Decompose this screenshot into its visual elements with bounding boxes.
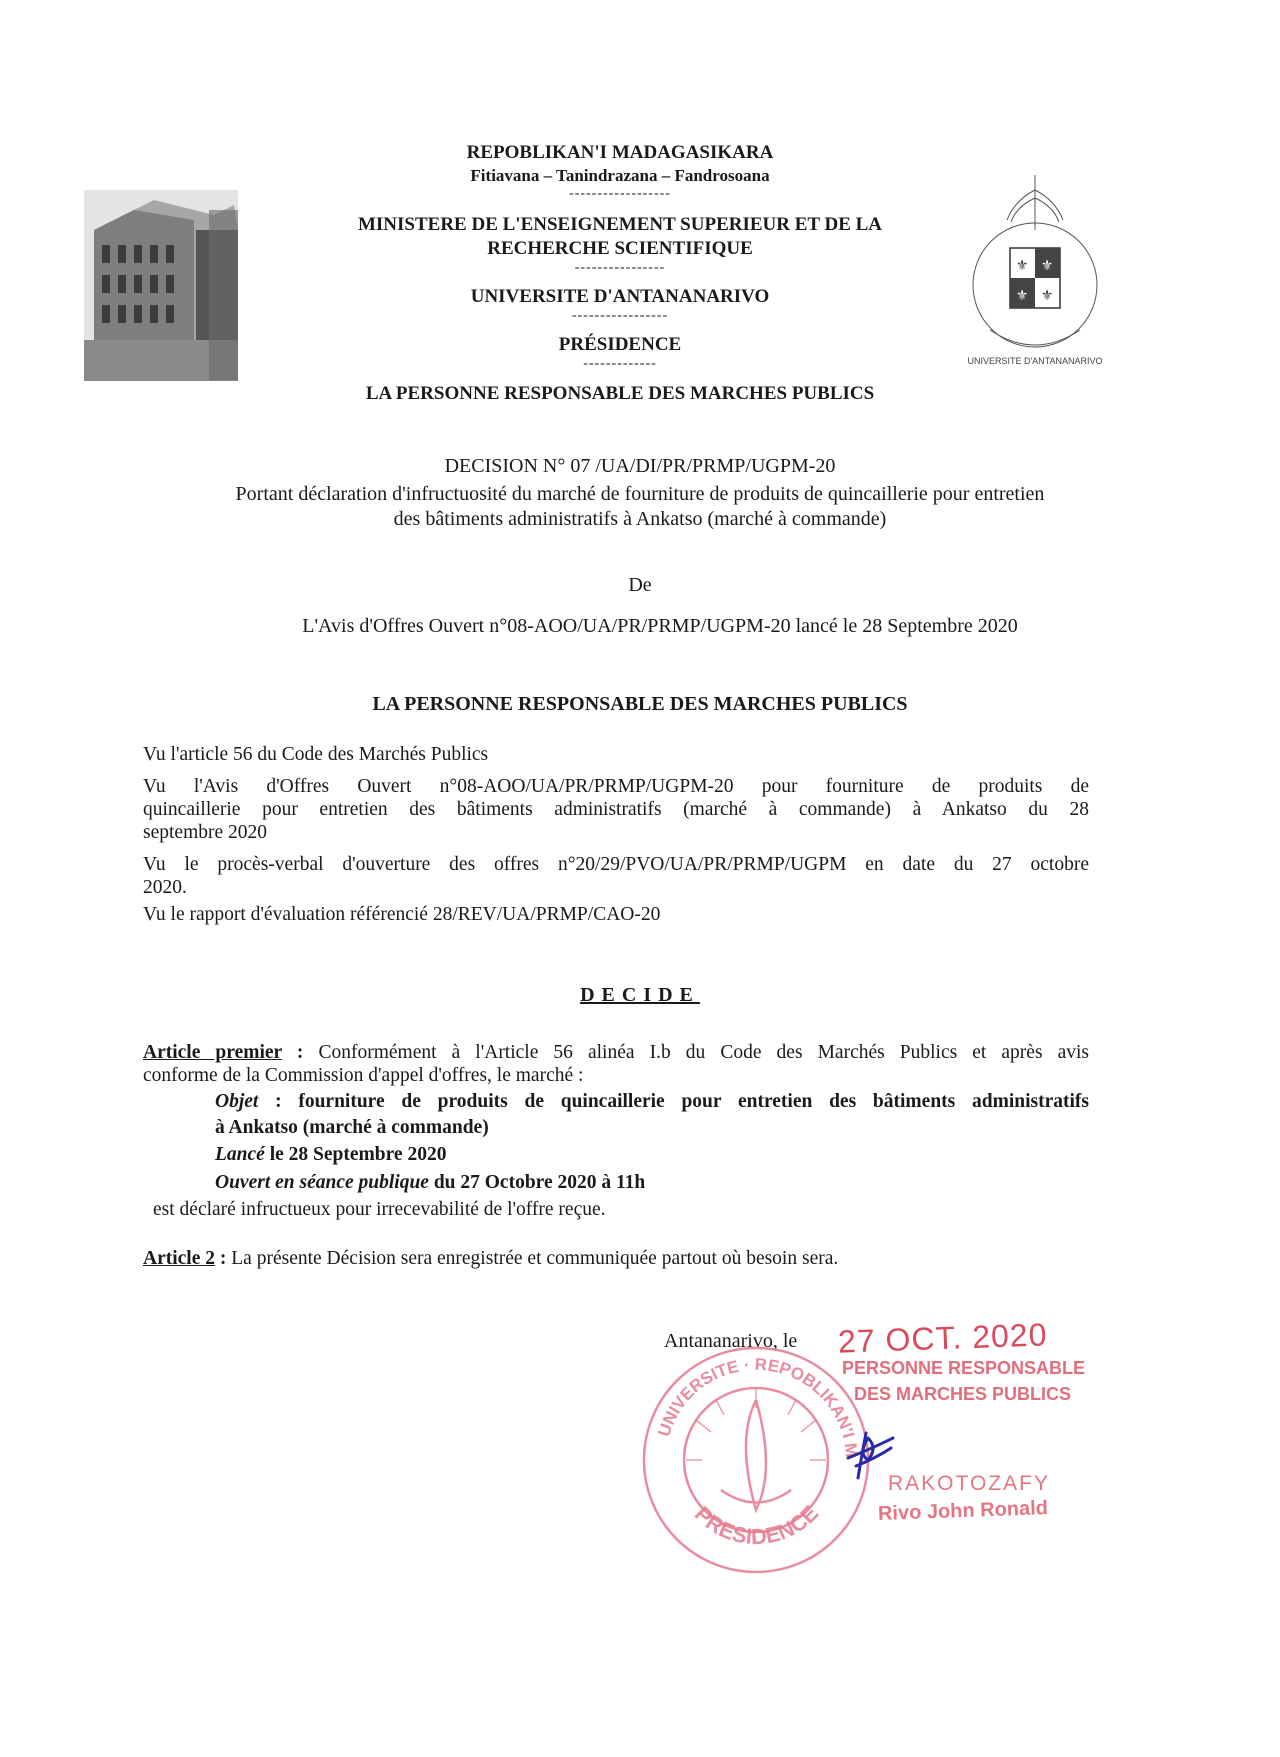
- section-title: LA PERSONNE RESPONSABLE DES MARCHES PUBLICS: [372, 693, 908, 715]
- article-1-line-2: conforme de la Commission d'appel d'offres, le marché :: [143, 1065, 584, 1086]
- signature-place: Antananarivo, le: [664, 1330, 798, 1352]
- country-name: REPOBLIKAN'I MADAGASIKARA: [466, 142, 774, 163]
- prmp-heading: LA PERSONNE RESPONSABLE DES MARCHES PUBLICS: [365, 383, 875, 404]
- decision-subject-line-1: Portant déclaration d'infructuosité du marché de fourniture de produits de quincaillerie pour entretien: [235, 483, 1045, 505]
- article-2-label: Article 2: [143, 1248, 216, 1269]
- decision-avis: L'Avis d'Offres Ouvert n°08-AOO/UA/PR/PRMP/UGPM-20 lancé le 28 Septembre 2020: [302, 615, 1018, 637]
- vu-line-3: quincaillerie pour entretien des bâtiments administratifs (marché à commande) à Ankatso du 28: [143, 799, 1089, 820]
- article-2-colon: :: [215, 1248, 227, 1269]
- building-photo: [84, 190, 238, 381]
- lance-label: Lancé: [215, 1144, 265, 1165]
- signatory-name-line-2: Rivo John Ronald: [877, 1497, 1049, 1525]
- ouvert-text: du 27 Octobre 2020 à 11h: [428, 1172, 646, 1193]
- article-1-line-1: [143, 1041, 1089, 1064]
- lance-text: le 28 Septembre 2020: [264, 1144, 447, 1165]
- article-2-text: La présente Décision sera enregistrée et communiquée partout où besoin sera.: [226, 1248, 839, 1269]
- signatory-title-line-1: PERSONNE RESPONSABLE: [842, 1358, 1086, 1378]
- decision-subject-line-2: des bâtiments administratifs à Ankatso (marché à commande): [393, 508, 887, 530]
- presidence-heading: PRÉSIDENCE: [558, 334, 682, 355]
- seal-caption: UNIVERSITE D'ANTANANARIVO: [967, 356, 1103, 366]
- svg-text:UNIVERSITE · REPOBLIKAN'I MADA: [636, 1340, 861, 1458]
- article-1-label: Article premier: [143, 1042, 282, 1063]
- ministry-line-1: MINISTERE DE L'ENSEIGNEMENT SUPERIEUR ET DE LA: [357, 214, 883, 235]
- national-motto: Fitiavana – Tanindrazana – Fandrosoana: [470, 166, 770, 185]
- vu-line-7: Vu le rapport d'évaluation référencié 28/REV/UA/PRMP/CAO-20: [143, 904, 661, 925]
- article-2: [143, 1247, 1089, 1270]
- stamp-bottom-text: PRESIDENCE: [689, 1500, 824, 1550]
- article-1-objet-line-1: [215, 1090, 1089, 1113]
- separator: ------------------: [569, 186, 671, 201]
- svg-text:⚜: ⚜: [1015, 288, 1029, 304]
- svg-text:⚜: ⚜: [1015, 258, 1029, 274]
- stamp-top-text: UNIVERSITE · REPOBLIKAN'I M: [654, 1354, 862, 1459]
- article-1-conclusion: est déclaré infructueux pour irrecevabilité de l'offre reçue.: [153, 1199, 606, 1220]
- article-1-text-1: Conformément à l'Article 56 alinéa I.b du Code des Marchés Publics et après avis: [303, 1042, 1089, 1063]
- signatory-name-line-1: RAKOTOZAFY: [888, 1472, 1050, 1495]
- university-name: UNIVERSITE D'ANTANANARIVO: [470, 286, 770, 307]
- vu-line-4: septembre 2020: [143, 822, 268, 843]
- ministry-line-2: RECHERCHE SCIENTIFIQUE: [487, 238, 753, 259]
- decision-de: De: [628, 574, 652, 596]
- decide-heading: DECIDE: [580, 984, 700, 1006]
- svg-text:⚜: ⚜: [1040, 258, 1054, 274]
- objet-text-1: : fourniture de produits de quincaillerie pour entretien des bâtiments administratifs: [258, 1091, 1089, 1112]
- separator: -------------: [583, 356, 657, 371]
- decision-number: DECISION N° 07 /UA/DI/PR/PRMP/UGPM-20: [444, 455, 836, 477]
- separator: ----------------: [574, 260, 666, 275]
- vu-line-1: Vu l'article 56 du Code des Marchés Publics: [143, 744, 489, 765]
- vu-line-2: Vu l'Avis d'Offres Ouvert n°08-AOO/UA/PR/PRMP/UGPM-20 pour fourniture de produits de: [143, 776, 1089, 797]
- article-1-lance: [215, 1143, 1089, 1166]
- vu-line-6: 2020.: [143, 877, 187, 898]
- article-1-colon: :: [281, 1042, 304, 1063]
- article-1-objet-line-2: à Ankatso (marché à commande): [215, 1117, 489, 1138]
- objet-label: Objet: [215, 1091, 259, 1112]
- ouvert-label: Ouvert en séance publique: [215, 1172, 429, 1193]
- svg-text:⚜: ⚜: [1040, 288, 1054, 304]
- university-seal: [960, 170, 1110, 370]
- signatory-title-line-2: DES MARCHES PUBLICS: [854, 1384, 1072, 1404]
- article-1-ouvert: [215, 1171, 1089, 1194]
- vu-line-5: Vu le procès-verbal d'ouverture des offres n°20/29/PVO/UA/PR/PRMP/UGPM en date du 27 octobre: [143, 854, 1089, 875]
- separator: -----------------: [571, 308, 669, 323]
- date-stamp: 27 OCT. 2020: [837, 1316, 1049, 1360]
